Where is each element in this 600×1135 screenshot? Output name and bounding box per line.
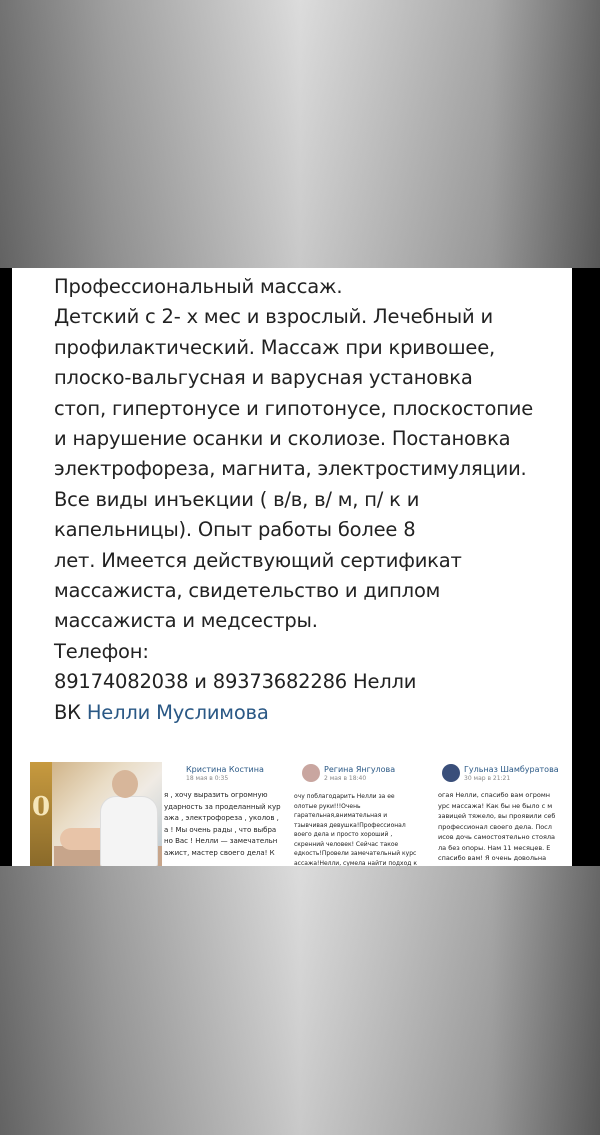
right-border — [572, 268, 600, 866]
post-line: лет. Имеется действующий сертификат — [54, 548, 462, 572]
post-line: капельницы). Опыт работы более 8 — [54, 518, 416, 542]
review-date: 2 мая в 18:40 — [324, 775, 367, 782]
post-line: массажиста, свидетельство и диплом — [54, 579, 441, 603]
review-line: спасибо вам! Я очень довольна — [438, 854, 547, 862]
post-line: и нарушение осанки и сколиозе. Постановка — [54, 427, 511, 451]
vk-line — [54, 698, 554, 728]
review-line: ажист, мастер своего дела! К — [164, 848, 275, 857]
review-line: профессионал своего дела. Посл — [438, 822, 552, 831]
post-line: Детский с 2- х мес и взрослый. Лечебный и — [54, 305, 493, 329]
photo-therapist — [100, 796, 158, 866]
avatar — [302, 764, 320, 782]
review-line: едкость!Провели замечательный курс — [294, 850, 417, 857]
review-date: 18 мая в 0:35 — [186, 775, 229, 782]
reviews-strip — [30, 762, 572, 866]
blurred-background-top — [0, 0, 600, 268]
left-border — [0, 268, 12, 866]
review-body — [294, 792, 434, 866]
review-line: но Вас ! Нелли — замечательн — [164, 837, 278, 845]
review-line: ассажа!Нелли, сумела найти подход к — [294, 859, 417, 866]
vk-prefix: ВК — [54, 700, 81, 724]
review-body — [438, 790, 572, 864]
review-line: огая Нелли, спасибо вам огромн — [438, 791, 550, 799]
post-line: Все виды инъекции ( в/в, в/ м, п/ к и — [54, 487, 420, 511]
post-line: массажиста и медсестры. — [54, 609, 318, 633]
review-body — [164, 790, 290, 859]
review-line: воего дела и просто хороший , — [294, 831, 393, 838]
post-text — [54, 272, 554, 728]
massage-photo — [30, 762, 162, 866]
review-line: завицей тяжело, вы проявили себ — [438, 812, 556, 820]
review-author[interactable]: Кристина Костина — [186, 765, 264, 774]
post-line: плоско-вальгусная и варусная установка — [54, 366, 473, 390]
vk-profile-link[interactable]: Нелли Муслимова — [86, 700, 269, 724]
review-card — [294, 762, 434, 866]
review-line: урс массажа! Как бы не было с м — [438, 801, 553, 810]
review-date: 30 мар в 21:21 — [464, 775, 511, 782]
review-line: ла без опоры. Нам 11 месяцев. Е — [438, 843, 551, 852]
post-line: Профессиональный массаж. — [54, 275, 343, 298]
photo-therapist-head — [112, 770, 138, 798]
review-card — [438, 762, 572, 866]
review-line: тзывчивая девушка!Профессионал — [294, 821, 406, 829]
review-author[interactable]: Гульназ Шамбуратова — [464, 765, 559, 774]
review-line: а ! Мы очень рады , что выбра — [164, 825, 277, 834]
review-line: очу поблагодарить Нелли за ее — [294, 793, 395, 800]
post-line: 89174082038 и 89373682286 Нелли — [54, 670, 417, 694]
post-line: Телефон: — [54, 639, 149, 663]
review-author[interactable]: Регина Янгулова — [324, 765, 396, 774]
blurred-background-bottom — [0, 866, 600, 1135]
review-line: ажа , электрофореза , уколов , — [164, 814, 279, 822]
review-line: исов дочь самостоятельно стояла — [438, 833, 556, 841]
post-line: стоп, гипертонусе и гипотонусе, плоскостопие — [54, 396, 534, 420]
post-line: профилактический. Массаж при кривошее, — [54, 335, 496, 359]
review-line: скренний человек! Сейчас такое — [294, 840, 399, 848]
post-line: электрофореза, магнита, электростимуляции. — [54, 457, 527, 481]
review-line: ударность за проделанный кур — [164, 802, 281, 811]
photo-frame-glyph: 0 — [32, 792, 51, 822]
review-line: олотые руки!!!Очень — [294, 802, 361, 810]
review-line: я , хочу выразить огромную — [164, 791, 268, 799]
avatar — [442, 764, 460, 782]
review-line: гарательная,внимательная и — [294, 812, 388, 819]
review-card — [164, 762, 290, 866]
post-card — [12, 268, 572, 866]
